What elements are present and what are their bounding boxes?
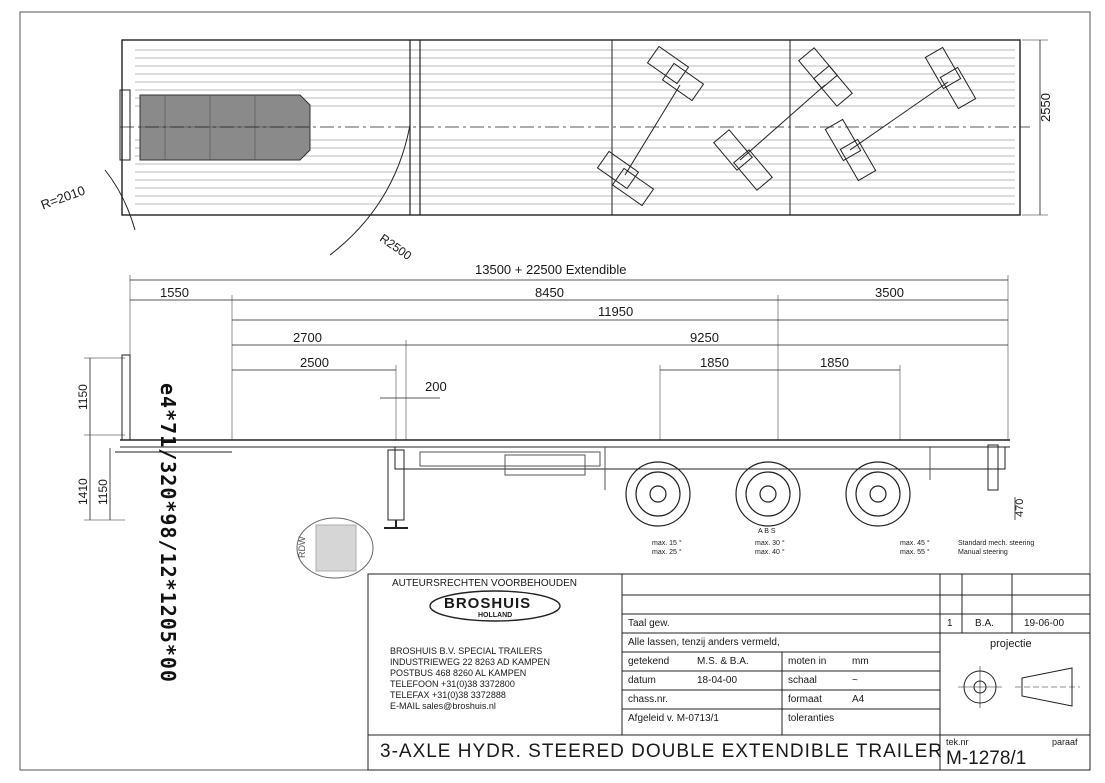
company-address-line: POSTBUS 468 8260 AL KAMPEN	[390, 668, 527, 678]
dimension-lines	[84, 275, 1015, 520]
radius-front-label: R=2010	[38, 182, 88, 213]
schaal-value: ~	[852, 675, 858, 686]
rdw-seal-text: RDW	[297, 536, 307, 558]
revision-number: 1	[947, 618, 953, 629]
company-address-line: BROSHUIS B.V. SPECIAL TRAILERS	[390, 646, 543, 656]
dim-seg-b: 9250	[690, 330, 719, 345]
angle-axle3-a: max. 45 °	[900, 540, 930, 547]
drawing-title: 3-AXLE HYDR. STEERED DOUBLE EXTENDIBLE TRAILER	[380, 741, 944, 762]
projection-label: projectie	[990, 638, 1032, 650]
dim-front: 1550	[160, 285, 189, 300]
dim-middle: 8450	[535, 285, 564, 300]
revision-date: 19-06-00	[1024, 618, 1065, 629]
datum-label: datum	[628, 675, 656, 686]
dim-axle-spacing-1: 1850	[700, 355, 729, 370]
dim-seg-a: 2700	[293, 330, 322, 345]
chassis-number-label: chass.nr.	[628, 694, 669, 705]
formaat-value: A4	[852, 694, 865, 705]
moten-label: moten in	[788, 656, 827, 667]
dim-seg-c: 2500	[300, 355, 329, 370]
radius-rear-label: R2500	[377, 231, 415, 263]
dim-height-total: 1410	[76, 478, 90, 505]
top-view	[105, 40, 1048, 255]
angle-axle2-b: max. 40 °	[755, 549, 785, 556]
schaal-label: schaal	[788, 675, 817, 686]
dim-overall: 13500 + 22500 Extendible	[475, 262, 627, 277]
dim-small-gap: 200	[425, 379, 447, 394]
dim-height-upper: 1150	[76, 384, 90, 410]
drawing-number-label: tek.nr	[946, 737, 969, 747]
formaat-label: formaat	[788, 694, 822, 705]
steering-note-standard: Standard mech. steering	[958, 540, 1035, 547]
dim-height-lower: 1150	[96, 479, 110, 505]
company-address-line: TELEFOON +31(0)38 3372800	[390, 679, 515, 689]
getekend-value: M.S. & B.A.	[697, 656, 749, 667]
type-approval-stamp: e4*71/320*98/12*1205*00	[156, 383, 180, 683]
dim-kingpin-to-rear: 11950	[598, 304, 634, 319]
side-view	[115, 355, 1010, 528]
angle-axle1-b: max. 25 °	[652, 549, 682, 556]
company-address-line: TELEFAX +31(0)38 3372888	[390, 690, 506, 700]
dim-rear-height: 470	[1014, 498, 1026, 517]
toleranties-label: toleranties	[788, 713, 835, 724]
revision-by: B.A.	[975, 618, 994, 629]
dim-axle-spacing-2: 1850	[820, 355, 849, 370]
company-address-line: INDUSTRIEWEG 22 8263 AD KAMPEN	[390, 657, 551, 667]
taal-label: Taal gew.	[628, 618, 670, 629]
copyright-notice: AUTEURSRECHTEN VOORBEHOUDEN	[392, 578, 578, 589]
drawing-number: M-1278/1	[946, 748, 1027, 769]
afgeleid-label: Afgeleid v. M-0713/1	[628, 713, 719, 724]
angle-axle2-a: max. 30 °	[755, 540, 785, 547]
datum-value: 18-04-00	[697, 675, 738, 686]
abs-label: A B S	[758, 528, 776, 535]
width-dim-label: 2550	[1038, 93, 1053, 122]
angle-axle3-b: max. 55 °	[900, 549, 930, 556]
paraaf-label: paraaf	[1052, 737, 1078, 747]
brand-name: BROSHUIS	[444, 595, 532, 612]
moten-value: mm	[852, 656, 869, 667]
welds-note: Alle lassen, tenzij anders vermeld,	[628, 637, 780, 648]
angle-axle1-a: max. 15 °	[652, 540, 682, 547]
steering-note-manual: Manual steering	[958, 549, 1008, 556]
dim-rear: 3500	[875, 285, 904, 300]
getekend-label: getekend	[628, 656, 670, 667]
brand-subtitle: HOLLAND	[478, 612, 513, 619]
rdw-seal	[297, 518, 373, 578]
company-address-line: E-MAIL sales@broshuis.nl	[390, 701, 496, 711]
